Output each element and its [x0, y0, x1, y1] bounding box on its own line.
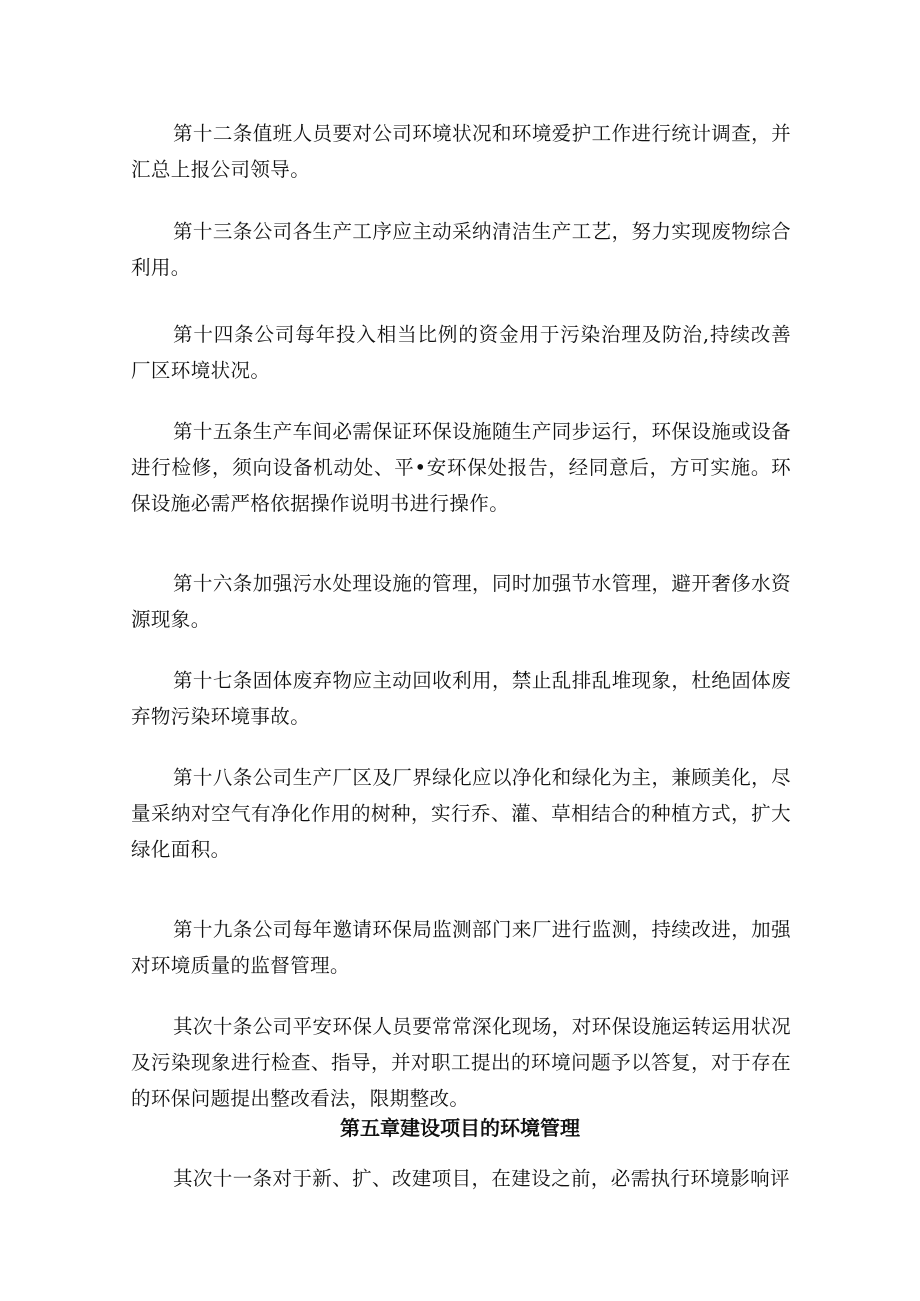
- paragraph-article-14: 第十四条公司每年投入相当比例的资金用于污染治理及防治,持续改善厂区环境状况。: [131, 323, 791, 382]
- paragraph-article-13: 第十三条公司各生产工序应主动采纳清洁生产工艺，努力实现废物综合利用。: [131, 220, 791, 279]
- paragraph-article-16: 第十六条加强污水处理设施的管理，同时加强节水管理，避开奢侈水资源现象。: [131, 572, 791, 631]
- paragraph-article-12: 第十二条值班人员要对公司环境状况和环境爱护工作进行统计调查，并汇总上报公司领导。: [131, 122, 791, 181]
- chapter-heading: 第五章建设项目的环境管理: [340, 1116, 580, 1140]
- paragraph-article-21: 其次十一条对于新、扩、改建项目，在建设之前，必需执行环境影响评: [173, 1167, 790, 1190]
- paragraph-article-18: 第十八条公司生产厂区及厂界绿化应以净化和绿化为主，兼顾美化，尽量采纳对空气有净化作用的树种，实行乔、灌、草相结合的种植方式，扩大绿化面积。: [131, 766, 791, 861]
- paragraph-article-15: 第十五条生产车间必需保证环保设施随生产同步运行，环保设施或设备进行检修，须向设备机动处、平•安环保处报告，经同意后，方可实施。环保设施必需严格依据操作说明书进行操作。: [131, 420, 791, 515]
- paragraph-article-20: 其次十条公司平安环保人员要常常深化现场，对环保设施运转运用状况及污染现象进行检查、指导，并对职工提出的环境问题予以答复，对于存在的环保问题提出整改看法，限期整改。: [131, 1015, 791, 1110]
- paragraph-article-17: 第十七条固体废弃物应主动回收利用，禁止乱排乱堆现象，杜绝固体废弃物污染环境事故。: [131, 669, 791, 728]
- paragraph-article-19: 第十九条公司每年邀请环保局监测部门来厂进行监测，持续改进，加强对环境质量的监督管理。: [131, 918, 791, 977]
